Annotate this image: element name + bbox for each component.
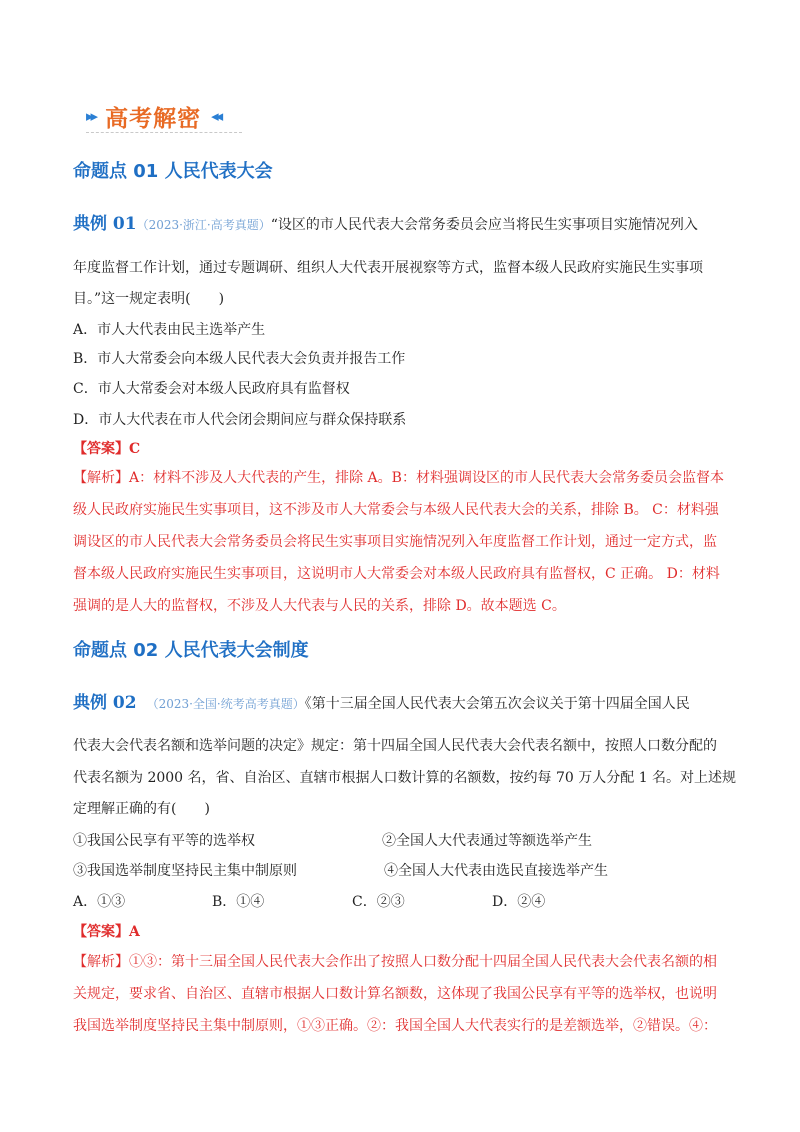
- statement-row: [73, 831, 633, 851]
- analysis-line: 督本级人民政府实施民生实事项目，这说明市人大常委会对本级人民政府具有监督权，C 正确。 D：材料: [73, 566, 720, 582]
- options-row: [73, 892, 573, 912]
- example-stem-text: 《第十三届全国人民代表大会第五次会议关于第十四届全国人民: [304, 696, 690, 712]
- option-d: D．市人大代表在市人代会闭会期间应与群众保持联系: [73, 412, 407, 428]
- example-stem-line: [73, 693, 690, 714]
- statement-2: ②全国人大代表通过等额选举产生: [382, 833, 592, 849]
- option-c: C．市人大常委会对本级人民政府具有监督权: [73, 381, 350, 397]
- analysis-line: 强调的是人大的监督权，不涉及人大代表与人民的关系，排除 D。故本题选 C。: [73, 598, 566, 614]
- option-a: A．①③: [73, 894, 126, 910]
- option-c: C．②③: [352, 894, 405, 910]
- section-title-2: 命题点 02 人民代表大会制度: [73, 640, 309, 661]
- example-source: （2023·浙江·高考真题）: [136, 218, 271, 232]
- example-label: 典例 02: [73, 693, 137, 713]
- analysis-line: 【解析】A：材料不涉及人大代表的产生，排除 A。B：材料强调设区的市人民代表大会常务委员会监督本: [73, 470, 724, 486]
- header-divider: [86, 132, 242, 133]
- example-stem-line: 代表名额为 2000 名，省、自治区、直辖市根据人口数计算的名额数，按约每 70 万人分配 1 名。对上述规: [73, 770, 737, 786]
- statement-4: ④全国人大代表由选民直接选举产生: [384, 863, 608, 879]
- example-stem-line: 定理解正确的有( ): [73, 801, 210, 817]
- page-title: 高考解密: [105, 105, 202, 132]
- analysis-line: 关规定，要求省、自治区、直辖市根据人口数计算名额数，这体现了我国公民享有平等的选举权，也说明: [73, 986, 717, 1002]
- double-arrow-right-icon: ▸▸: [86, 107, 96, 125]
- analysis-line: 调设区的市人民代表大会常务委员会将民生实事项目实施情况列入年度监督工作计划，通过一定方式，监: [73, 534, 717, 550]
- example-label: 典例 01: [73, 214, 137, 234]
- analysis-line: 【解析】①③：第十三届全国人民代表大会作出了按照人口数分配十四届全国人民代表大会代表名额的相: [73, 954, 717, 970]
- option-b: B．市人大常委会向本级人民代表大会负责并报告工作: [73, 351, 406, 367]
- answer: 【答案】C: [73, 441, 141, 457]
- example-stem-line: 目。”这一规定表明( ): [73, 291, 225, 307]
- statement-1: ①我国公民享有平等的选举权: [73, 833, 255, 849]
- option-b: B．①④: [212, 894, 265, 910]
- example-stem-line: 代表大会代表名额和选举问题的决定》规定：第十四届全国人民代表大会代表名额中，按照人口数分配的: [73, 738, 717, 754]
- option-d: D．②④: [492, 894, 546, 910]
- statement-3: ③我国选举制度坚持民主集中制原则: [73, 863, 297, 879]
- section-title-1: 命题点 01 人民代表大会: [73, 161, 273, 182]
- example-source: （2023·全国·统考高考真题）: [146, 697, 305, 711]
- analysis-line: 级人民政府实施民生实事项目，这不涉及市人大常委会与本级人民代表大会的关系，排除 B。 C：材料强: [73, 502, 719, 518]
- example-stem-line: 年度监督工作计划，通过专题调研、组织人大代表开展视察等方式，监督本级人民政府实施民生实事项: [73, 260, 703, 276]
- example-stem-text: “设区的市人民代表大会常务委员会应当将民生实事项目实施情况列入: [270, 217, 698, 233]
- analysis-line: 我国选举制度坚持民主集中制原则，①③正确。②：我国全国人大代表实行的是差额选举，②错误。④：: [73, 1018, 717, 1034]
- page-header: [86, 98, 220, 134]
- example-stem-line: [73, 214, 698, 235]
- answer: 【答案】A: [73, 924, 140, 940]
- option-a: A．市人大代表由民主选举产生: [73, 322, 266, 338]
- statement-row: [73, 861, 633, 881]
- double-arrow-left-icon: ◂◂: [211, 107, 221, 125]
